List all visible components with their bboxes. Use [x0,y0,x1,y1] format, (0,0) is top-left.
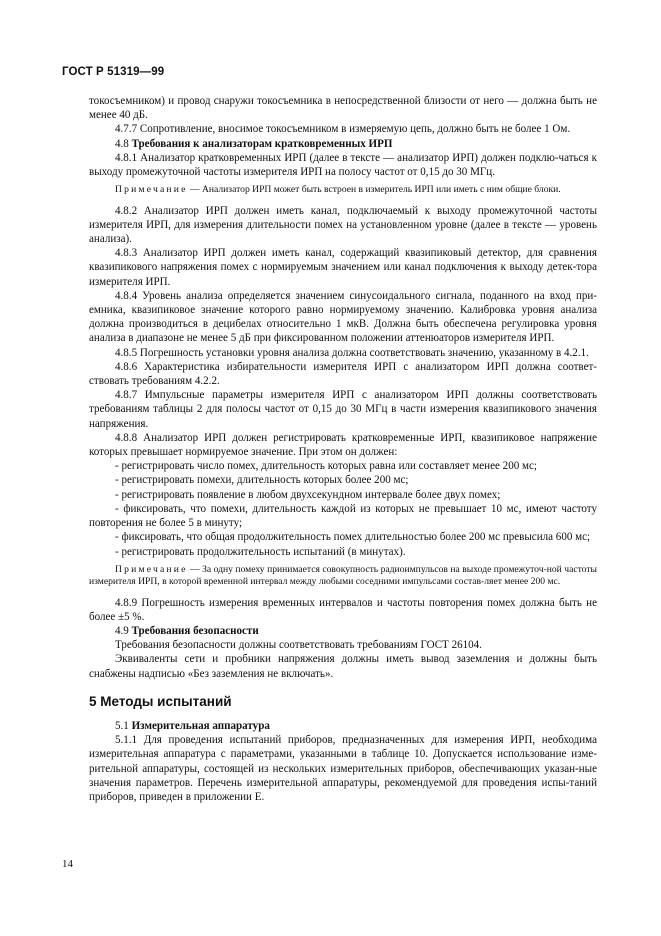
list-item: - регистрировать продолжительность испытаний (в минутах). [115,545,406,558]
note-1 [89,184,597,196]
document-body [89,94,597,804]
paragraph-5-1-1: 5.1.1 Для проведения испытаний приборов, предназначенных для измерения ИРП, необходима измерительная аппаратура с параметрами, указанными в таблице 10. Допускается использование изме-рительной аппаратуры, состоящей из нескольких измерительных приборов, обеспечивающих указан-ные значения параметров. Перечень измерительной аппаратуры, рекомендуемой для проведения испы-таний приборов, приведен в приложении Е. [89,734,597,803]
paragraph-4-7-7: 4.7.7 Сопротивление, вносимое токосъемником в измеряемую цепь, должно быть не более 1 Ом. [115,123,571,136]
paragraph-4-8-7: 4.8.7 Импульсные параметры измерителя ИРП с анализатором ИРП должны соответствовать требованиям таблицы 2 для полосы частот от 0,15 до 30 МГц в части измерения квазипикового значения напряжения. [89,389,597,430]
paragraph-4-8-2: 4.8.2 Анализатор ИРП должен иметь канал, подключаемый к выходу промежуточной частоты измерителя ИРП, для измерения длительности помех на установленном уровне (далее в тексте — уровень анализа). [89,204,597,246]
heading-4-9-number: 4.9 [115,624,132,637]
section-5-title: 5 Методы испытаний [89,693,232,709]
document-header: ГОСТ Р 51319—99 [62,66,165,78]
paragraph-4-8-6: 4.8.6 Характеристика избирательности измерителя ИРП с анализатором ИРП должна соответ-ствовать требованиям 4.2.2. [89,360,597,388]
list-item: - фиксировать, что помехи, длительность каждой из которых не превышает 10 мс, имеют частоту повторения не более 5 в минуту; [89,502,597,530]
paragraph-4-9-b: Эквиваленты сети и пробники напряжения должны иметь вывод заземления и должны быть снабжены надписью «Без заземления не включать». [89,653,597,680]
note-1-label: Примечание [115,184,188,196]
paragraph-4-8-1: 4.8.1 Анализатор кратковременных ИРП (далее в тексте — анализатор ИРП) должен подклю-чаться к выходу промежуточной частоты измерителя ИРП на полосу частот от 0,15 до 30 МГц. [89,151,597,179]
note-1-text: — Анализатор ИРП может быть встроен в измеритель ИРП или иметь с ним общие блоки. [187,184,561,196]
list-item: - регистрировать появление в любом двухсекундном интервале более двух помех; [115,488,501,501]
list-item: - регистрировать число помех, длительность которых равна или составляет менее 200 мс; [115,460,537,473]
note-2 [89,564,597,589]
heading-4-8-number: 4.8 [115,137,132,150]
page-number: 14 [62,858,73,870]
list-item: - фиксировать, что общая продолжительность помех длительностью более 200 мс превысила 600 мс; [115,531,591,544]
heading-5-1-title: Измерительная аппаратура [131,719,270,732]
note-2-label: Примечание [115,563,188,575]
heading-4-9-title: Требования безопасности [131,624,259,637]
heading-4-8-title: Требования к анализаторам кратковременных ИРП [131,137,393,150]
heading-4-8 [89,137,597,151]
paragraph-4-8-8: 4.8.8 Анализатор ИРП должен регистрировать кратковременные ИРП, квазипиковое напряжение которых превышает нормируемое значение. При этом он должен: [89,431,597,459]
paragraph-4-8-5: 4.8.5 Погрешность установки уровня анализа должна соответствовать значению, указанному в 4.2.1. [115,346,589,359]
paragraph-4-8-9: 4.8.9 Погрешность измерения временных интервалов и частоты повторения помех должна быть не более ±5 %. [89,596,597,623]
note-2-text: — За одну помеху принимается совокупность радиоимпульсов на выходе промежуточ-ной частоты измерителя ИРП, в которой временной интервал между любыми соседними импульсами состав-ляет менее 200 мс. [89,563,597,588]
heading-4-9 [89,624,597,638]
paragraph-continuation: токосъемником) и провод снаружи токосъемника в непосредственной близости от него — должна быть не менее 40 дБ. [89,95,597,122]
paragraph-4-8-4: 4.8.4 Уровень анализа определяется значением синусоидального сигнала, поданного на вход при-емника, квазипиковое значение которого равно нормируемому значению. Калибровка уровня анализа должна производиться в децибелах относительно 1 мкВ. Должна быть обеспечена регулировка уровня анализа в диапазоне не менее 5 дБ при фиксированном положении аттенюаторов измерителя ИРП. [89,289,597,345]
paragraph-4-8-3: 4.8.3 Анализатор ИРП должен иметь канал, содержащий квазипиковый детектор, для сравнения квазипикового напряжения помех с нормируемым значением или канал подключения к выходу детек-тора измерителя ИРП. [89,247,597,288]
heading-5-1-number: 5.1 [115,719,132,732]
heading-5-1 [89,719,597,733]
paragraph-4-9-a: Требования безопасности должны соответствовать требованиям ГОСТ 26104. [115,639,482,652]
list-item: - регистрировать помехи, длительность которых более 200 мс; [115,474,409,487]
